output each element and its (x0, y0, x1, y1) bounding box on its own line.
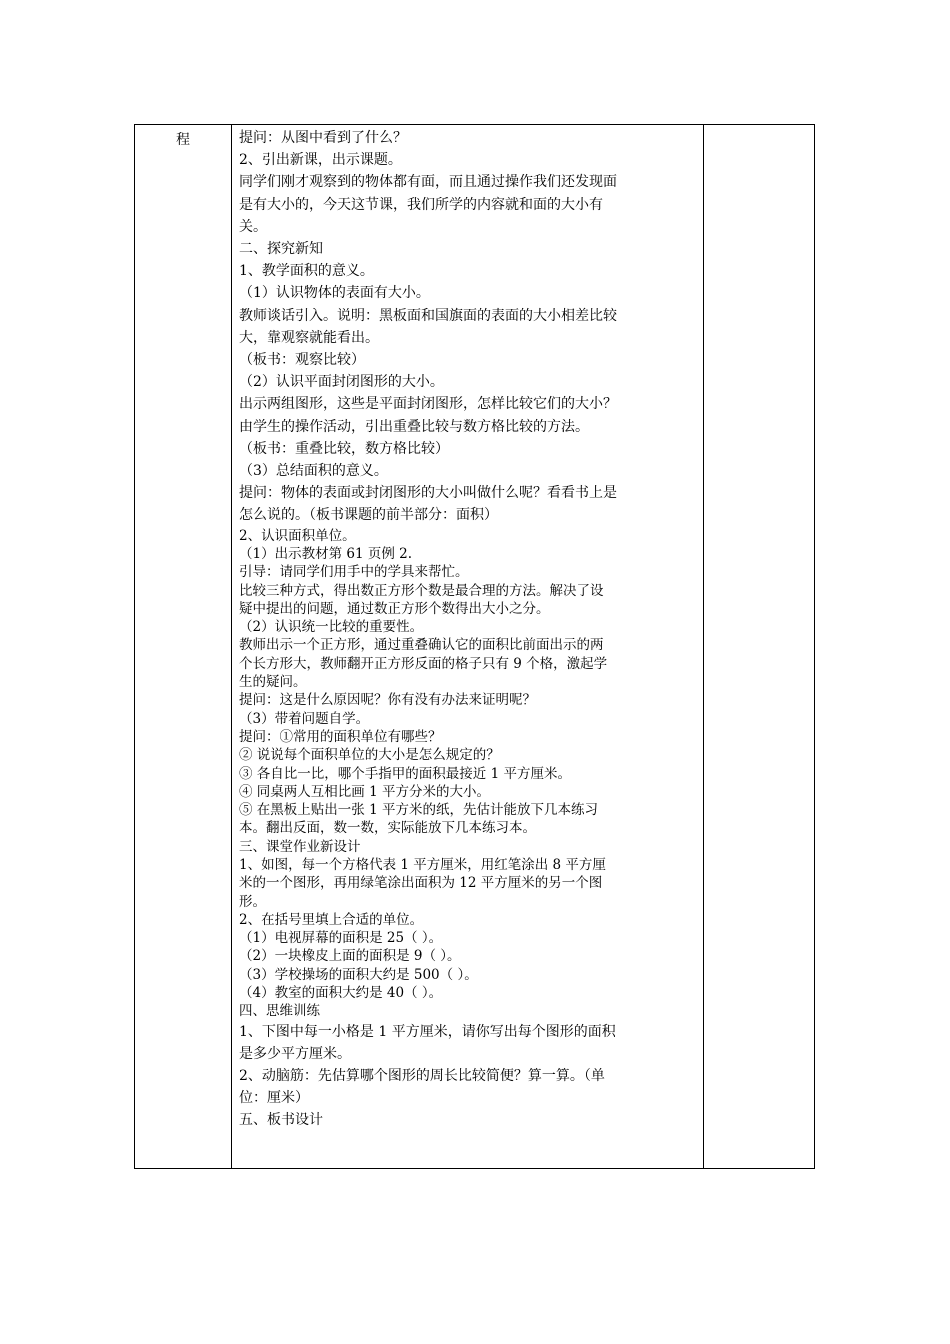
content-line: （板书：重叠比较，数方格比较） (239, 440, 449, 457)
content-line: （1）出示教材第 61 页例 2. (239, 545, 413, 562)
content-line: 引导：请同学们用手中的学具来帮忙。 (239, 564, 469, 581)
content-line: 大，靠观察就能看出。 (239, 329, 379, 346)
content-line: ② 说说每个面积单位的大小是怎么规定的？ (239, 747, 500, 764)
content-line: 由学生的操作活动，引出重叠比较与数方格比较的方法。 (239, 418, 589, 435)
content-line: ③ 各自比一比，哪个手指甲的面积最接近 1 平方厘米。 (239, 765, 571, 782)
content-line: （板书：观察比较） (239, 352, 365, 369)
content-line: （3）带着问题自学。 (239, 710, 370, 727)
content-line: 教师谈话引入。说明：黑板面和国旗面的表面的大小相差比较 (239, 307, 617, 324)
content-line: 教师出示一个正方形，通过重叠确认它的面积比前面出示的两 (239, 637, 604, 654)
content-line: （4）教室的面积大约是 40（ ）。 (239, 985, 443, 1002)
content-line: 2、引出新课，出示课题。 (239, 152, 402, 169)
content-line: 提问：①常用的面积单位有哪些？ (239, 728, 442, 745)
column-divider (703, 125, 704, 1168)
content-line: 1、教学面积的意义。 (239, 263, 374, 280)
content-line: 疑中提出的问题，通过数正方形个数得出大小之分。 (239, 600, 550, 617)
content-line: 是有大小的，今天这节课，我们所学的内容就和面的大小有 (239, 196, 603, 213)
left-cell-label: 程 (176, 132, 190, 148)
content-line: 五、板书设计 (239, 1112, 323, 1129)
content-line: 比较三种方式，得出数正方形个数是最合理的方法。解决了设 (239, 582, 604, 599)
content-line: 提问：物体的表面或封闭图形的大小叫做什么呢？看看书上是 (239, 485, 617, 502)
content-line: 二、探究新知 (239, 241, 323, 258)
content-line: 提问：从图中看到了什么？ (239, 130, 407, 146)
content-line: 提问：这是什么原因呢？你有没有办法来证明呢？ (239, 692, 536, 709)
content-line: 米的一个图形，再用绿笔涂出面积为 12 平方厘米的另一个图 (239, 875, 603, 892)
content-line: （2）认识统一比较的重要性。 (239, 619, 424, 636)
content-line: 2、动脑筋：先估算哪个图形的周长比较简便？算一算。（单 (239, 1068, 605, 1085)
content-line: 个长方形大，教师翻开正方形反面的格子只有 9 个格，激起学 (239, 655, 608, 672)
content-line: ④ 同桌两人互相比画 1 平方分米的大小。 (239, 783, 490, 800)
content-line: （2）认识平面封闭图形的大小。 (239, 374, 444, 391)
lesson-table (134, 124, 815, 1169)
content-line: 关。 (239, 218, 267, 235)
content-line: 2、在括号里填上合适的单位。 (239, 911, 424, 928)
content-line: 1、如图，每一个方格代表 1 平方厘米，用红笔涂出 8 平方厘 (239, 857, 606, 873)
content-line: 四、思维训练 (239, 1003, 320, 1020)
notes-cell (711, 125, 811, 1168)
column-divider (231, 125, 232, 1168)
content-line: 怎么说的。（板书课题的前半部分：面积） (239, 507, 498, 524)
content-line: 是多少平方厘米。 (239, 1045, 351, 1062)
content-line: （3）总结面积的意义。 (239, 463, 388, 480)
content-line: 1、下图中每一小格是 1 平方厘米，请你写出每个图形的面积 (239, 1023, 616, 1040)
content-line: （2）一块橡皮上面的面积是 9（ ）。 (239, 948, 461, 965)
content-line: （1）电视屏幕的面积是 25（ ）。 (239, 930, 443, 947)
content-line: 出示两组图形，这些是平面封闭图形，怎样比较它们的大小？ (239, 396, 617, 413)
content-line: 同学们刚才观察到的物体都有面，而且通过操作我们还发现面 (239, 174, 617, 191)
content-line: 2、认识面积单位。 (239, 527, 356, 544)
content-line: 三、课堂作业新设计 (239, 838, 361, 855)
content-line: ⑤ 在黑板上贴出一张 1 平方米的纸，先估计能放下几本练习 (239, 802, 598, 819)
content-line: 位：厘米） (239, 1090, 309, 1107)
content-line: 形。 (239, 893, 266, 910)
content-line: 本。翻出反面，数一数，实际能放下几本练习本。 (239, 820, 536, 837)
content-line: （1）认识物体的表面有大小。 (239, 285, 430, 302)
content-line: 生的疑问。 (239, 674, 307, 691)
content-line: （3）学校操场的面积大约是 500（ ）。 (239, 966, 478, 983)
lesson-content (239, 127, 699, 1132)
